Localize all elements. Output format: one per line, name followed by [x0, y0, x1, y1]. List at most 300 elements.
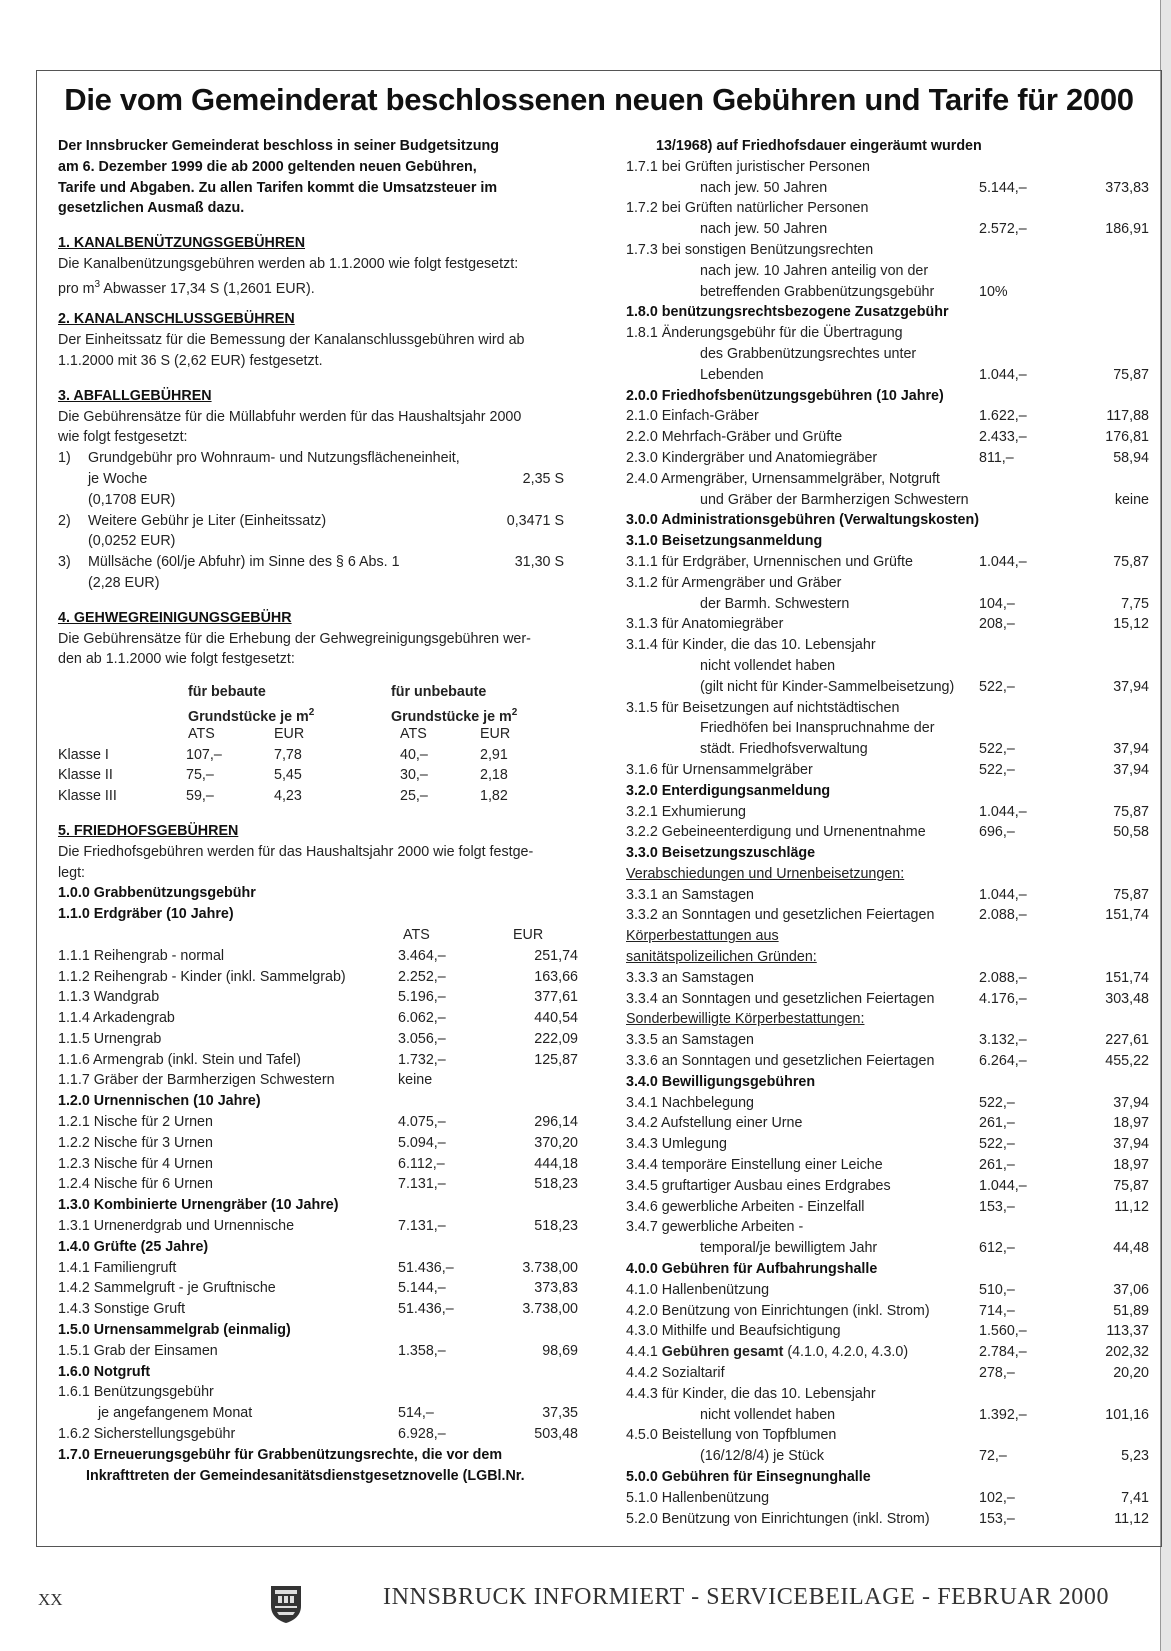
fee-value: 5,45 [274, 767, 302, 784]
fee-value: 75,– [186, 767, 214, 784]
fee-row [626, 448, 1149, 469]
gehweg-table [58, 745, 592, 807]
fee-row [626, 1113, 1149, 1134]
text-part: Abwasser 17,34 S (1,2601 EUR). [100, 280, 315, 297]
fee-label: der Barmh. Schwestern [700, 595, 850, 612]
fee-row [626, 573, 1149, 594]
fee-ats: 4.176,– [979, 990, 1027, 1007]
fee-ats: 2.572,– [979, 221, 1027, 238]
fee-label: 1.2.4 Nische für 6 Urnen [58, 1176, 213, 1193]
fee-label: (gilt nicht für Kinder-Sammelbeisetzung) [700, 678, 955, 695]
fee-row [58, 883, 592, 904]
fee-row [626, 947, 1149, 968]
fee-ats: 51.436,– [398, 1259, 454, 1276]
fee-label: 1.4.1 Familiengruft [58, 1259, 177, 1276]
fee-label: betreffenden Grabbenützungsgebühr [700, 283, 935, 300]
fee-ats: 1.732,– [398, 1051, 446, 1068]
fee-label: 1.1.5 Urnengrab [58, 1030, 162, 1047]
col-header-text: Grundstücke je m [188, 708, 309, 725]
fee-value: 4,23 [274, 788, 302, 805]
superscript: 2 [511, 706, 518, 718]
fee-label-bold: Gebühren gesamt [661, 1344, 784, 1361]
abfall-item-row [58, 469, 592, 490]
fee-value: 25,– [400, 788, 428, 805]
fee-label: 13/1968) auf Friedhofsdauer eingeräumt wurden [656, 138, 982, 154]
fee-label: temporal/je bewilligtem Jahr [700, 1240, 878, 1257]
fee-row [626, 1488, 1149, 1509]
class-label: Klasse III [58, 788, 117, 805]
item-text: Weitere Gebühr je Liter (Einheitssatz) [88, 512, 327, 529]
fee-ats: 261,– [979, 1157, 1015, 1174]
item-value: 2,35 S [522, 470, 564, 487]
fee-label: 3.1.4 für Kinder, die das 10. Lebensjahr [626, 637, 876, 654]
fee-eur: 303,48 [1105, 990, 1149, 1007]
text-line: wie folgt festgesetzt: [58, 429, 188, 446]
fee-row [626, 178, 1149, 199]
class-label: Klasse II [58, 767, 113, 784]
fee-ats: 6.264,– [979, 1053, 1027, 1070]
fee-row [58, 1050, 592, 1071]
fee-row [626, 718, 1149, 739]
fee-row [58, 946, 592, 967]
fee-eur: 37,94 [1113, 1136, 1149, 1153]
fee-label: Körperbestattungen aus [626, 928, 779, 945]
fee-eur: 20,20 [1113, 1365, 1149, 1382]
text-line: den ab 1.1.2000 wie folgt festgesetzt: [58, 651, 295, 668]
section-heading-kanalbenuetzung: 1. KANALBENÜTZUNGSGEBÜHREN [58, 235, 306, 251]
fee-row [626, 1134, 1149, 1155]
fee-label: 1.6.0 Notgruft [58, 1363, 151, 1380]
fee-label: 4.3.0 Mithilfe und Beaufsichtigung [626, 1323, 841, 1340]
fee-row [626, 594, 1149, 615]
fee-eur: 3.738,00 [522, 1259, 578, 1276]
page-title: Die vom Gemeinderat beschlossenen neuen Gebühren und Tarife für 2000 [64, 82, 1134, 117]
fee-label: städt. Friedhofsverwaltung [700, 741, 868, 758]
fee-eur: 75,87 [1113, 1177, 1149, 1194]
fee-row [58, 967, 592, 988]
fee-row [58, 1424, 592, 1445]
fee-row [626, 1197, 1149, 1218]
fee-label: 3.4.0 Bewilligungsgebühren [626, 1073, 816, 1090]
class-label: Klasse I [58, 746, 109, 763]
fee-row [58, 1237, 592, 1258]
fee-ats: 278,– [979, 1365, 1015, 1382]
superscript: 3 [94, 278, 101, 290]
fee-row [58, 1278, 592, 1299]
fee-row [626, 261, 1149, 282]
fee-label: des Grabbenützungsrechtes unter [700, 345, 917, 362]
fee-row [626, 552, 1149, 573]
fee-ats: 51.436,– [398, 1301, 454, 1318]
fee-label: 1.1.2 Reihengrab - Kinder (inkl. Sammelgrab) [58, 968, 346, 985]
fee-row [58, 1174, 592, 1195]
fee-label: 1.7.1 bei Grüften juristischer Personen [626, 158, 870, 175]
text-line: Die Gebührensätze für die Müllabfuhr werden für das Haushaltsjahr 2000 [58, 408, 522, 425]
fee-label: 1.3.0 Kombinierte Urnengräber (10 Jahre) [58, 1197, 339, 1214]
fee-row [626, 1405, 1149, 1426]
fee-row [626, 1093, 1149, 1114]
fee-label: 1.1.3 Wandgrab [58, 989, 160, 1006]
fee-label: je angefangenem Monat [98, 1405, 253, 1422]
intro-line: am 6. Dezember 1999 die ab 2000 geltenden neuen Gebühren, [58, 158, 477, 175]
superscript: 2 [308, 706, 315, 718]
fee-label: 3.4.5 gruftartiger Ausbau eines Erdgrabes [626, 1177, 891, 1194]
fee-row [58, 1466, 592, 1487]
fee-eur: 202,32 [1105, 1344, 1149, 1361]
fee-value: 1,82 [480, 788, 508, 805]
fee-label: 4.5.0 Beistellung von Topfblumen [626, 1427, 837, 1444]
fee-label: (16/12/8/4) je Stück [700, 1448, 824, 1465]
fee-eur: 455,22 [1105, 1053, 1149, 1070]
fee-row [626, 926, 1149, 947]
fee-row [626, 760, 1149, 781]
text-part: pro m [58, 280, 95, 297]
gehweg-table-row [58, 745, 592, 766]
fee-ats: 811,– [979, 449, 1014, 466]
fee-label: 1.2.1 Nische für 2 Urnen [58, 1114, 213, 1131]
fee-row [626, 802, 1149, 823]
fee-ats: 2.088,– [979, 907, 1027, 924]
gehweg-currency-row [58, 724, 592, 745]
fee-row [58, 987, 592, 1008]
fee-row [626, 677, 1149, 698]
currency-label: ATS [400, 725, 427, 742]
left-column [58, 136, 592, 1486]
fee-row [626, 885, 1149, 906]
fee-eur: 51,89 [1113, 1302, 1149, 1319]
fee-value: 30,– [400, 767, 428, 784]
fee-label: Inkrafttreten der Gemeindesanitätsdienstgesetznovelle (LGBl.Nr. [86, 1467, 525, 1484]
fee-eur: 503,48 [534, 1426, 578, 1443]
fee-row [626, 698, 1149, 719]
abfall-item-row [58, 573, 592, 594]
fee-label: Friedhöfen bei Inanspruchnahme der [700, 720, 935, 737]
fee-row [626, 781, 1149, 802]
fee-label: 1.7.0 Erneuerungsgebühr für Grabbenützungsrechte, die vor dem [58, 1446, 503, 1463]
fee-label: 3.1.3 für Anatomiegräber [626, 616, 784, 633]
fee-label: nach jew. 50 Jahren [700, 221, 828, 238]
item-number: 3) [58, 554, 71, 571]
intro-paragraph [58, 136, 592, 219]
fee-ats: 522,– [979, 761, 1015, 778]
fee-ats: 1.622,– [979, 408, 1027, 425]
fee-row [58, 1216, 592, 1237]
fee-label: nicht vollendet haben [700, 657, 836, 674]
fee-eur: 37,94 [1113, 678, 1149, 695]
fee-label: 4.2.0 Benützung von Einrichtungen (inkl. Strom) [626, 1302, 930, 1319]
fee-label: 3.1.0 Beisetzungsanmeldung [626, 533, 823, 550]
fee-label: 3.3.6 an Sonntagen und gesetzlichen Feiertagen [626, 1053, 935, 1070]
text-line: Die Friedhofsgebühren werden für das Haushaltsjahr 2000 wie folgt festge- [58, 843, 534, 860]
fee-label: 4.4.3 für Kinder, die das 10. Lebensjahr [626, 1385, 876, 1402]
item-text: je Woche [88, 470, 148, 487]
fee-eur: 373,83 [1105, 179, 1149, 196]
fee-row [626, 240, 1149, 261]
fee-eur: 37,06 [1113, 1281, 1149, 1298]
fee-label: 1.0.0 Grabbenützungsgebühr [58, 885, 256, 902]
fee-ats: 714,– [979, 1302, 1015, 1319]
currency-label: ATS [188, 725, 215, 742]
fee-row [58, 904, 592, 925]
item-text: (0,1708 EUR) [88, 491, 176, 508]
fee-ats: 7.131,– [398, 1218, 446, 1235]
text-line: 1.1.2000 mit 36 S (2,62 EUR) festgesetzt. [58, 352, 323, 369]
fee-label: 3.4.1 Nachbelegung [626, 1094, 754, 1111]
fee-eur: 3.738,00 [522, 1301, 578, 1318]
fee-row [626, 635, 1149, 656]
fee-row [58, 1195, 592, 1216]
fee-eur: 296,14 [534, 1114, 578, 1131]
fee-row [626, 1467, 1149, 1488]
fee-ats: 1.392,– [979, 1406, 1027, 1423]
fee-label: 3.3.5 an Samstagen [626, 1032, 754, 1049]
fee-row [58, 1070, 592, 1091]
currency-label: ATS [403, 926, 430, 943]
fee-label: 1.8.1 Änderungsgebühr für die Übertragung [626, 325, 903, 342]
fee-eur: 15,12 [1113, 616, 1149, 633]
item-number: 1) [58, 450, 71, 467]
fee-eur: 251,74 [534, 947, 578, 964]
fee-row [58, 1362, 592, 1383]
fee-ats: 2.433,– [979, 429, 1027, 446]
fee-eur: 18,97 [1113, 1115, 1149, 1132]
fee-ats: 72,– [979, 1448, 1007, 1465]
fee-row [626, 1238, 1149, 1259]
fee-label: 3.2.1 Exhumierung [626, 803, 747, 820]
fee-ats: 5.144,– [398, 1280, 446, 1297]
fee-row [58, 1091, 592, 1112]
fee-row [626, 1051, 1149, 1072]
fee-ats: 522,– [979, 1094, 1015, 1111]
fee-ats: 5.196,– [398, 989, 446, 1006]
fee-row [626, 656, 1149, 677]
section-heading-gehweg: 4. GEHWEGREINIGUNGSGEBÜHR [58, 609, 292, 626]
fee-label: 3.2.0 Enterdigungsanmeldung [626, 782, 831, 799]
fee-label: 2.2.0 Mehrfach-Gräber und Grüfte [626, 429, 843, 446]
fee-row [626, 968, 1149, 989]
item-value: 31,30 S [514, 554, 564, 571]
fee-ats: 102,– [979, 1489, 1015, 1506]
fee-value: 59,– [186, 788, 214, 805]
fee-label: 4.1.0 Hallenbenützung [626, 1281, 770, 1298]
fee-eur: 50,58 [1113, 824, 1149, 841]
fee-row [626, 822, 1149, 843]
fee-label: 3.4.3 Umlegung [626, 1136, 727, 1153]
fee-eur: 11,12 [1114, 1198, 1149, 1215]
gehweg-table-row [58, 765, 592, 786]
fee-ats: 1.358,– [398, 1342, 446, 1359]
fee-label: 2.3.0 Kindergräber und Anatomiegräber [626, 449, 878, 466]
fee-label: 1.1.1 Reihengrab - normal [58, 947, 225, 964]
fee-label: 3.1.5 für Beisetzungen auf nichtstädtischen [626, 699, 900, 716]
fee-ats: 2.088,– [979, 969, 1027, 986]
fee-label: 1.7.2 bei Grüften natürlicher Personen [626, 200, 869, 217]
text-line: legt: [58, 864, 86, 881]
currency-header-row [58, 925, 592, 946]
fee-ats: 1.044,– [979, 366, 1027, 383]
currency-label: EUR [513, 926, 544, 943]
fee-label: 1.8.0 benützungsrechtsbezogene Zusatzgebühr [626, 304, 949, 321]
fee-row [58, 1133, 592, 1154]
fee-ats: 1.044,– [979, 1177, 1027, 1194]
fee-label: 3.3.3 an Samstagen [626, 969, 754, 986]
fee-ats: 522,– [979, 1136, 1015, 1153]
fee-label: 1.2.2 Nische für 3 Urnen [58, 1134, 213, 1151]
fee-eur: 37,94 [1113, 741, 1149, 758]
abfall-items [58, 448, 592, 594]
abfall-item-row [58, 531, 592, 552]
fee-row [626, 1217, 1149, 1238]
fee-ats: 7.131,– [398, 1176, 446, 1193]
fee-ats: 3.464,– [398, 947, 446, 964]
fee-row [58, 1403, 592, 1424]
fee-row [626, 989, 1149, 1010]
fee-ats: 696,– [979, 824, 1015, 841]
fee-eur: 7,41 [1121, 1489, 1149, 1506]
fee-label: 5.2.0 Benützung von Einrichtungen (inkl. Strom) [626, 1510, 930, 1527]
item-text: (2,28 EUR) [88, 574, 160, 591]
fee-label: 3.3.0 Beisetzungszuschläge [626, 845, 816, 862]
fee-ats: 5.144,– [979, 179, 1027, 196]
fee-label: 4.4.2 Sozialtarif [626, 1365, 725, 1382]
fee-row [626, 1509, 1149, 1530]
fee-label: 3.3.4 an Sonntagen und gesetzlichen Feiertagen [626, 990, 935, 1007]
fee-label: 3.4.2 Aufstellung einer Urne [626, 1115, 803, 1132]
intro-line: gesetzlichen Ausmaß dazu. [58, 200, 245, 217]
fee-label: 1.7.3 bei sonstigen Benützungsrechten [626, 241, 874, 258]
fee-row [626, 198, 1149, 219]
abfall-item-row [58, 448, 592, 469]
fee-ats: 104,– [979, 595, 1015, 612]
text-line: Der Einheitssatz für die Bemessung der Kanalanschlussgebühren wird ab [58, 332, 525, 349]
gehweg-table-row [58, 786, 592, 807]
fee-row [626, 905, 1149, 926]
fee-eur: 518,23 [534, 1176, 578, 1193]
fee-row [626, 323, 1149, 344]
fee-eur: 75,87 [1113, 553, 1149, 570]
fee-ats: 1.044,– [979, 803, 1027, 820]
fee-row [58, 1258, 592, 1279]
fee-ats: 510,– [979, 1281, 1015, 1298]
fee-ats: 1.044,– [979, 553, 1027, 570]
fee-ats: 1.044,– [979, 886, 1027, 903]
fee-ats: 522,– [979, 678, 1015, 695]
page-number: XX [38, 1590, 63, 1609]
intro-line: Der Innsbrucker Gemeinderat beschloss in seiner Budgetsitzung [58, 138, 499, 154]
fee-label: 1.4.0 Grüfte (25 Jahre) [58, 1238, 209, 1255]
fee-label: 1.1.0 Erdgräber (10 Jahre) [58, 906, 234, 923]
fee-row [626, 864, 1149, 885]
fee-label: sanitätspolizeilichen Gründen: [626, 949, 817, 966]
fee-row [58, 1299, 592, 1320]
fee-eur: 151,74 [1105, 907, 1149, 924]
fee-label: 1.4.2 Sammelgruft - je Gruftnische [58, 1280, 276, 1297]
fee-eur: 11,12 [1114, 1510, 1149, 1527]
fee-row [626, 1009, 1149, 1030]
fee-label: 1.6.1 Benützungsgebühr [58, 1384, 214, 1401]
fee-label: 5.0.0 Gebühren für Einsegnunghalle [626, 1469, 871, 1485]
fee-label: 1.4.3 Sonstige Gruft [58, 1301, 186, 1318]
fee-label: 3.1.1 für Erdgräber, Urnennischen und Grüfte [626, 553, 913, 570]
fee-label: 1.2.3 Nische für 4 Urnen [58, 1155, 213, 1172]
fee-eur: 75,87 [1113, 803, 1149, 820]
friedhof-fee-table [58, 883, 592, 1486]
fee-label: 4.0.0 Gebühren für Aufbahrungshalle [626, 1261, 878, 1278]
section-heading-abfall: 3. ABFALLGEBÜHREN [58, 387, 212, 404]
fee-label: 2.4.0 Armengräber, Urnensammelgräber, Notgruft [626, 470, 940, 487]
item-value: 0,3471 S [506, 512, 564, 529]
fee-row [626, 282, 1149, 303]
fee-label: Sonderbewilligte Körperbestattungen: [626, 1011, 865, 1028]
fee-row [626, 1280, 1149, 1301]
fee-row [626, 1321, 1149, 1342]
fee-row [626, 157, 1149, 178]
text-line: Die Kanalbenützungsgebühren werden ab 1.1.2000 wie folgt festgesetzt: [58, 255, 519, 272]
text-line [58, 275, 592, 296]
fee-row [626, 136, 1149, 157]
fee-row [626, 1446, 1149, 1467]
fee-row [626, 344, 1149, 365]
fee-value: 7,78 [274, 746, 302, 763]
fee-row [626, 427, 1149, 448]
fee-row [626, 1425, 1149, 1446]
fee-label: Verabschiedungen und Urnenbeisetzungen: [626, 865, 905, 882]
fee-eur: 227,61 [1105, 1032, 1149, 1049]
fee-row [58, 1445, 592, 1466]
fee-label: 3.1.6 für Urnensammelgräber [626, 761, 813, 778]
fee-eur: 151,74 [1105, 969, 1149, 986]
fee-ats: 208,– [979, 616, 1015, 633]
fee-ats: 3.056,– [398, 1030, 446, 1047]
fee-value: 2,91 [480, 746, 508, 763]
fee-row [626, 1342, 1149, 1363]
fee-ats: 5.094,– [398, 1134, 446, 1151]
col-header-text: Grundstücke je m [391, 708, 512, 725]
fee-label: 1.5.1 Grab der Einsamen [58, 1342, 218, 1359]
fee-row [626, 1259, 1149, 1280]
fee-row [58, 1320, 592, 1341]
fee-eur: 37,94 [1113, 761, 1149, 778]
section-heading-friedhof: 5. FRIEDHOFSGEBÜHREN [58, 822, 239, 839]
fee-eur: 18,97 [1113, 1157, 1149, 1174]
fee-eur: 75,87 [1113, 886, 1149, 903]
fee-ats: 6.062,– [398, 1010, 446, 1027]
fee-label: 2.0.0 Friedhofsbenützungsgebühren (10 Jahre) [626, 387, 944, 404]
fee-ats: 612,– [979, 1240, 1015, 1257]
fee-label: 1.1.6 Armengrab (inkl. Stein und Tafel) [58, 1051, 301, 1068]
fee-eur: 186,91 [1105, 221, 1149, 238]
fee-label: 3.4.7 gewerbliche Arbeiten - [626, 1219, 804, 1236]
currency-label: EUR [480, 725, 511, 742]
fee-label: 1.1.7 Gräber der Barmherzigen Schwestern [58, 1072, 335, 1089]
fee-eur: keine [1114, 491, 1149, 508]
intro-line: Tarife und Abgaben. Zu allen Tarifen kommt die Umsatzsteuer im [58, 179, 498, 196]
fee-eur: 518,23 [534, 1218, 578, 1235]
right-column-fee-table [626, 136, 1149, 1529]
fee-eur: 98,69 [542, 1342, 578, 1359]
fee-label: 3.0.0 Administrationsgebühren (Verwaltungskosten) [626, 512, 979, 529]
fee-ats: 3.132,– [979, 1032, 1027, 1049]
fee-label: 1.1.4 Arkadengrab [58, 1010, 175, 1027]
fee-label: nicht vollendet haben [700, 1406, 836, 1423]
fee-eur: 58,94 [1113, 449, 1149, 466]
abfall-item-row [58, 511, 592, 532]
publication-title: INNSBRUCK INFORMIERT - SERVICEBEILAGE - FEBRUAR 2000 [383, 1584, 1110, 1610]
fee-value: 2,18 [480, 767, 508, 784]
fee-label: 1.3.1 Urnenerdgrab und Urnennische [58, 1218, 295, 1235]
fee-label: 3.4.6 gewerbliche Arbeiten - Einzelfall [626, 1198, 865, 1215]
fee-label: 1.6.2 Sicherstellungsgebühr [58, 1426, 236, 1443]
